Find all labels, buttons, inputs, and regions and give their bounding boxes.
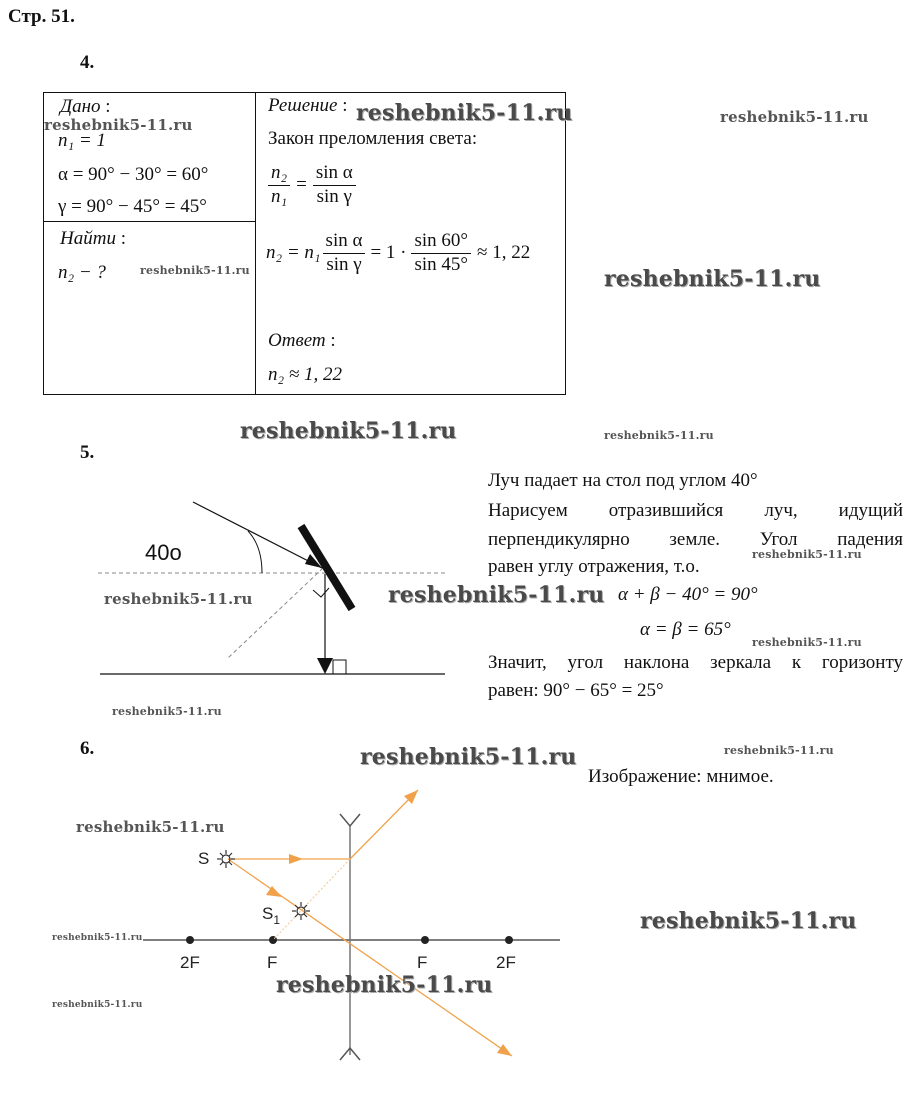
ray-dashed-extension xyxy=(273,859,350,940)
watermark: reshebnik5-11.ru xyxy=(752,636,862,649)
answer-value: n₂ ≈ 1, 22 xyxy=(268,364,343,385)
refraction-law: Закон преломления света: xyxy=(268,128,478,149)
given-alpha: α = 90° − 30° = 60° xyxy=(58,164,209,185)
p5-line-4: равен углу отражения, т.о. xyxy=(488,556,700,577)
point-f-right xyxy=(421,936,429,944)
calc-fraction-1: $\frac{\text{sin α}}{\text{sin γ}}$ xyxy=(323,230,366,277)
watermark: reshebnik5-11.ru xyxy=(724,744,834,757)
image-type: Изображение: мнимое. xyxy=(588,766,774,787)
ray-parallel-arrowhead xyxy=(289,854,303,864)
axis-label-2f-left: 2F xyxy=(180,953,200,972)
label-s: S xyxy=(198,849,210,868)
ratio-rhs: $\frac{\text{sin α}}{\text{sin γ}}$ xyxy=(313,162,356,209)
table-divider-horizontal xyxy=(44,221,255,222)
mirror xyxy=(301,526,352,609)
watermark: reshebnik5-11.ru xyxy=(52,933,143,943)
p5-line-1: Луч падает на стол под углом 40° xyxy=(488,470,758,491)
solution-header: Решение : xyxy=(268,95,348,116)
right-angle-mark-mirror xyxy=(313,588,329,597)
watermark: reshebnik5-11.ru xyxy=(140,264,250,277)
watermark: reshebnik5-11.ru xyxy=(76,818,225,836)
given-gamma: γ = 90° − 45° = 45° xyxy=(58,196,207,217)
calc-formula: n₂ = n₁ $\frac{\text{sin α}}{\text{sin γ}}$ = 1 · $\frac{\sin 60^\circ}{\sin 45^\circ}$ ≈ 1, 22 xyxy=(266,230,531,275)
p5-line-2: Нарисуем отразившийся луч, идущий xyxy=(488,500,903,521)
p5-line-3: перпендикулярно земле. Угол падения xyxy=(488,529,903,550)
problem-5-number: 5. xyxy=(80,442,95,463)
reflected-arrowhead xyxy=(317,658,333,674)
watermark: reshebnik5-11.ru xyxy=(52,1000,143,1010)
axis-label-f-right: F xyxy=(417,953,428,972)
page-label: Стр. 51. xyxy=(8,6,75,27)
ray-refracted-up xyxy=(350,790,418,859)
axis-label-f-left: F xyxy=(267,953,278,972)
watermark: reshebnik5-11.ru xyxy=(240,418,457,444)
source-star-icon xyxy=(217,850,235,868)
watermark: reshebnik5-11.ru xyxy=(752,548,862,561)
find-header: Найти : xyxy=(60,228,126,249)
p5-conclusion-2: равен: 90° − 65° = 25° xyxy=(488,680,664,701)
find-value: n₂ − ? xyxy=(58,262,106,283)
p5-conclusion-1: Значит, угол наклона зеркала к горизонту xyxy=(488,652,903,673)
dashed-normal xyxy=(228,568,323,658)
watermark: reshebnik5-11.ru xyxy=(44,116,193,134)
problem-6-number: 6. xyxy=(80,738,95,759)
ratio-lhs: $\frac{\text{n₂}}{\text{n₁}}$ xyxy=(268,162,290,209)
watermark: reshebnik5-11.ru xyxy=(640,908,857,934)
watermark: reshebnik5-11.ru xyxy=(360,744,577,770)
point-2f-left xyxy=(186,936,194,944)
given-n1: n₁ = 1 xyxy=(58,130,106,151)
axis-label-2f-right: 2F xyxy=(496,953,516,972)
angle-label: 40o xyxy=(145,540,182,565)
watermark: reshebnik5-11.ru xyxy=(388,582,605,608)
ray-center-arrowhead-2 xyxy=(497,1044,512,1056)
answer-header: Ответ : xyxy=(268,330,336,351)
lens-top-fork xyxy=(340,814,360,826)
watermark: reshebnik5-11.ru xyxy=(720,108,869,126)
label-s1: $S_1$ xyxy=(262,904,281,927)
given-header: Дано : xyxy=(60,96,111,117)
watermark: reshebnik5-11.ru xyxy=(276,972,493,998)
p5-eq-1: α + β − 40° = 90° xyxy=(618,584,758,605)
problem-4-number: 4. xyxy=(80,52,95,73)
right-angle-mark-ground xyxy=(333,660,346,674)
calc-fraction-2: $\frac{\sin 60^\circ}{\sin 45^\circ}$ xyxy=(411,230,471,277)
watermark: reshebnik5-11.ru xyxy=(104,590,253,608)
point-2f-right xyxy=(505,936,513,944)
watermark: reshebnik5-11.ru xyxy=(604,266,821,292)
watermark: reshebnik5-11.ru xyxy=(356,100,573,126)
table-divider-vertical xyxy=(255,93,256,394)
ratio-formula: $\frac{\text{n₂}}{\text{n₁}}$ = $\frac{\text{sin α}}{\text{sin γ}}$ xyxy=(266,162,358,209)
watermark: reshebnik5-11.ru xyxy=(604,429,714,442)
p5-eq-2: α = β = 65° xyxy=(640,619,731,640)
watermark: reshebnik5-11.ru xyxy=(112,705,222,718)
angle-arc xyxy=(248,531,262,573)
